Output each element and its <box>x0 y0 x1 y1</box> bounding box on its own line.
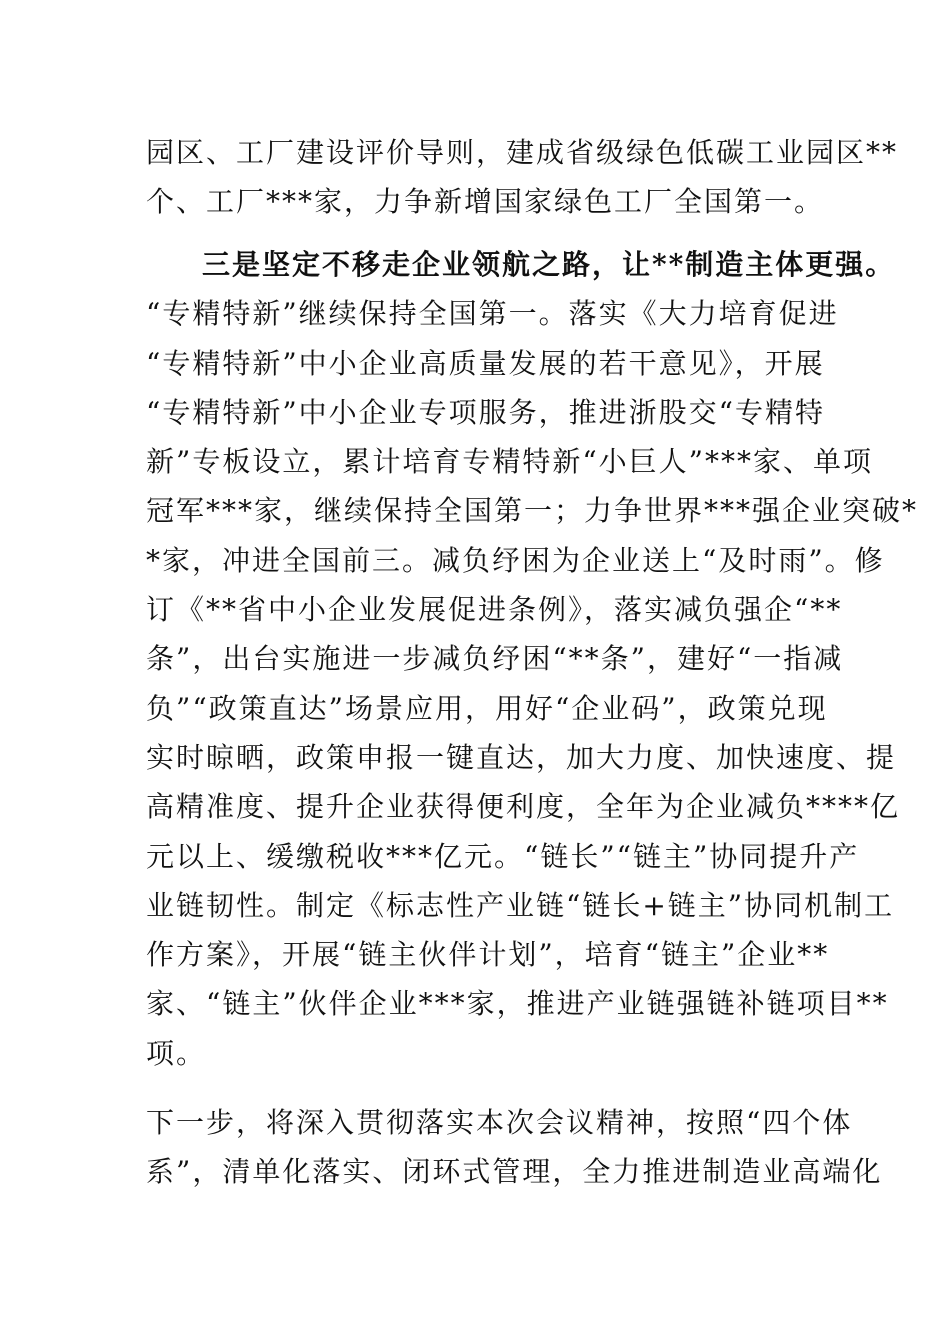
text-line: 条”，出台实施进一步减负纾困“**条”，建好“一指减 <box>146 642 844 676</box>
text-line: 作方案》，开展“链主伙伴计划”，培育“链主”企业** <box>146 938 830 972</box>
paragraph-1 <box>146 128 899 227</box>
section-heading: 三是坚定不移走企业领航之路，让**制造主体更强。 <box>202 248 896 281</box>
text-line: 冠军***家，继续保持全国第一；力争世界***强企业突破* <box>146 494 919 528</box>
paragraph-2 <box>146 240 919 1078</box>
text-line: 新”专板设立，累计培育专精特新“小巨人”***家、单项 <box>146 445 873 479</box>
paragraph-3 <box>146 1098 883 1197</box>
text-line: 负”“政策直达”场景应用，用好“企业码”，政策兑现 <box>146 691 828 725</box>
text-line: “专精特新”继续保持全国第一。落实《大力培育促进 <box>146 297 839 331</box>
text-line: 高精准度、提升企业获得便利度，全年为企业减负****亿 <box>146 790 901 824</box>
text-line: 订《**省中小企业发展促进条例》，落实减负强企“** <box>146 593 843 627</box>
text-line: 园区、工厂建设评价导则，建成省级绿色低碳工业园区** <box>146 136 899 169</box>
text-line: 元以上、缓缴税收***亿元。“链长”“链主”协同提升产 <box>146 839 860 873</box>
text-line: 实时晾晒，政策申报一键直达，加大力度、加快速度、提 <box>146 740 897 774</box>
text-line: “专精特新”中小企业专项服务，推进浙股交“专精特 <box>146 395 825 429</box>
text-line: “专精特新”中小企业高质量发展的若干意见》，开展 <box>146 346 825 380</box>
text-line: 业链韧性。制定《标志性产业链“链长+链主”协同机制工 <box>146 888 895 922</box>
text-line: *家，冲进全国前三。减负纾困为企业送上“及时雨”。修 <box>146 543 885 577</box>
text-line: 家、“链主”伙伴企业***家，推进产业链强链补链项目** <box>146 987 889 1021</box>
text-line: 下一步，将深入贯彻落实本次会议精神，按照“四个体 <box>146 1106 853 1139</box>
text-line: 系”，清单化落实、闭环式管理，全力推进制造业高端化 <box>146 1155 883 1189</box>
text-line: 个、工厂***家，力争新增国家绿色工厂全国第一。 <box>146 185 825 219</box>
text-line: 项。 <box>146 1036 207 1070</box>
